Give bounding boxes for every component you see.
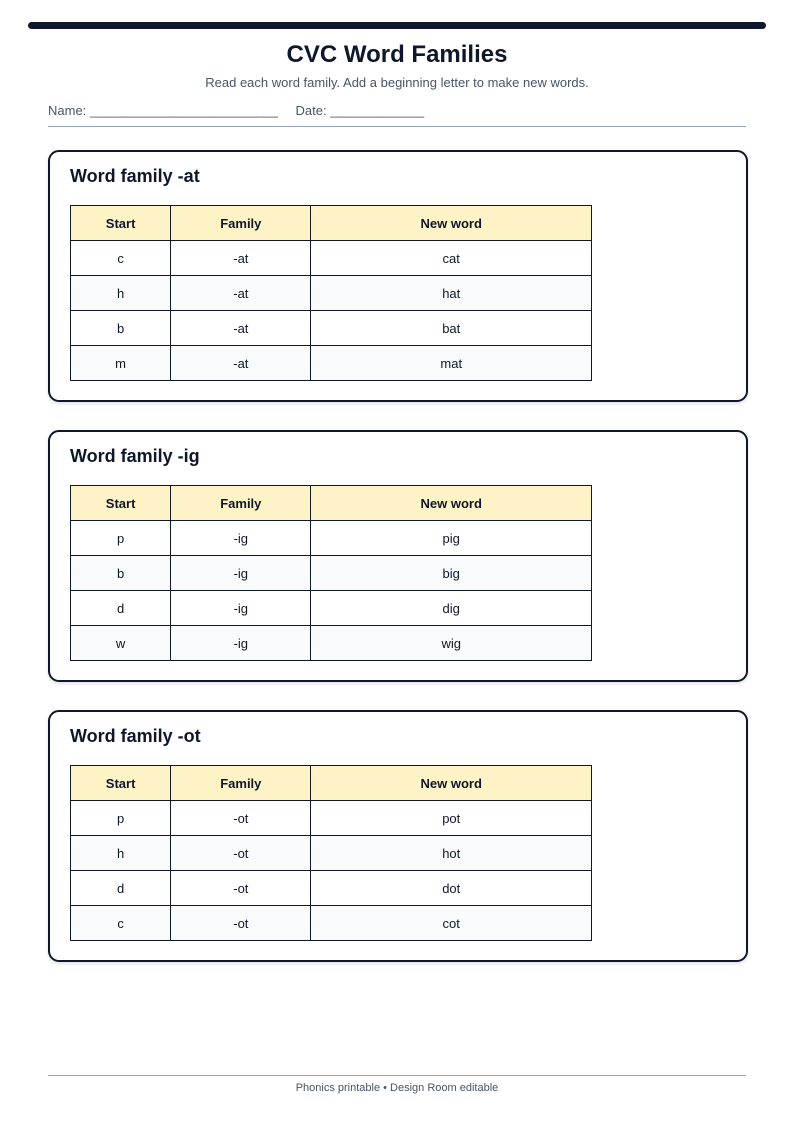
table-row [71, 626, 592, 661]
family-cell: -ot [171, 871, 311, 906]
table-header-row [71, 766, 592, 801]
name-field: Name: __________________________ [48, 103, 278, 118]
name-date-line [48, 103, 746, 119]
new-word-cell: wig [311, 626, 592, 661]
new-word-cell: dot [311, 871, 592, 906]
word-family-table [70, 485, 592, 661]
page-subtitle: Read each word family. Add a beginning letter to make new words. [205, 75, 589, 90]
family-cell: -ig [171, 591, 311, 626]
family-cell: -ig [171, 556, 311, 591]
column-header-new-word: New word [311, 206, 592, 241]
start-letter-cell: h [71, 836, 171, 871]
column-header-family: Family [171, 766, 311, 801]
footer-divider [48, 1075, 746, 1076]
new-word-cell: cot [311, 906, 592, 941]
start-letter-cell: b [71, 311, 171, 346]
table-row [71, 871, 592, 906]
new-word-cell: bat [311, 311, 592, 346]
card-title: Word family -ig [70, 446, 200, 466]
start-letter-cell: h [71, 276, 171, 311]
top-accent-bar [28, 22, 766, 29]
table-row [71, 556, 592, 591]
table-row [71, 906, 592, 941]
word-family-card [48, 150, 748, 402]
new-word-cell: hat [311, 276, 592, 311]
footer-text: Phonics printable • Design Room editable [295, 1082, 499, 1094]
new-word-cell: hot [311, 836, 592, 871]
start-letter-cell: c [71, 241, 171, 276]
word-family-card [48, 430, 748, 682]
new-word-cell: cat [311, 241, 592, 276]
family-cell: -ot [171, 801, 311, 836]
start-letter-cell: p [71, 521, 171, 556]
column-header-new-word: New word [311, 486, 592, 521]
new-word-cell: pig [311, 521, 592, 556]
start-letter-cell: p [71, 801, 171, 836]
family-cell: -ig [171, 626, 311, 661]
card-title: Word family -at [70, 166, 200, 186]
start-letter-cell: w [71, 626, 171, 661]
family-cell: -ot [171, 906, 311, 941]
table-row [71, 801, 592, 836]
family-cell: -ig [171, 521, 311, 556]
table-row [71, 241, 592, 276]
column-header-new-word: New word [311, 766, 592, 801]
table-row [71, 311, 592, 346]
family-cell: -at [171, 241, 311, 276]
start-letter-cell: b [71, 556, 171, 591]
family-cell: -at [171, 276, 311, 311]
word-family-table [70, 205, 592, 381]
word-family-table [70, 765, 592, 941]
table-row [71, 836, 592, 871]
column-header-start: Start [71, 766, 171, 801]
table-row [71, 276, 592, 311]
column-header-family: Family [171, 486, 311, 521]
word-family-card [48, 710, 748, 962]
new-word-cell: mat [311, 346, 592, 381]
column-header-start: Start [71, 206, 171, 241]
start-letter-cell: c [71, 906, 171, 941]
new-word-cell: big [311, 556, 592, 591]
table-header-row [71, 206, 592, 241]
start-letter-cell: d [71, 871, 171, 906]
family-cell: -at [171, 346, 311, 381]
table-header-row [71, 486, 592, 521]
date-field: Date: _____________ [295, 103, 425, 118]
start-letter-cell: m [71, 346, 171, 381]
family-cell: -at [171, 311, 311, 346]
card-title: Word family -ot [70, 726, 201, 746]
start-letter-cell: d [71, 591, 171, 626]
new-word-cell: dig [311, 591, 592, 626]
page-title: CVC Word Families [286, 41, 508, 68]
table-row [71, 591, 592, 626]
header-divider [48, 126, 746, 127]
table-row [71, 346, 592, 381]
family-cell: -ot [171, 836, 311, 871]
new-word-cell: pot [311, 801, 592, 836]
column-header-family: Family [171, 206, 311, 241]
table-row [71, 521, 592, 556]
column-header-start: Start [71, 486, 171, 521]
